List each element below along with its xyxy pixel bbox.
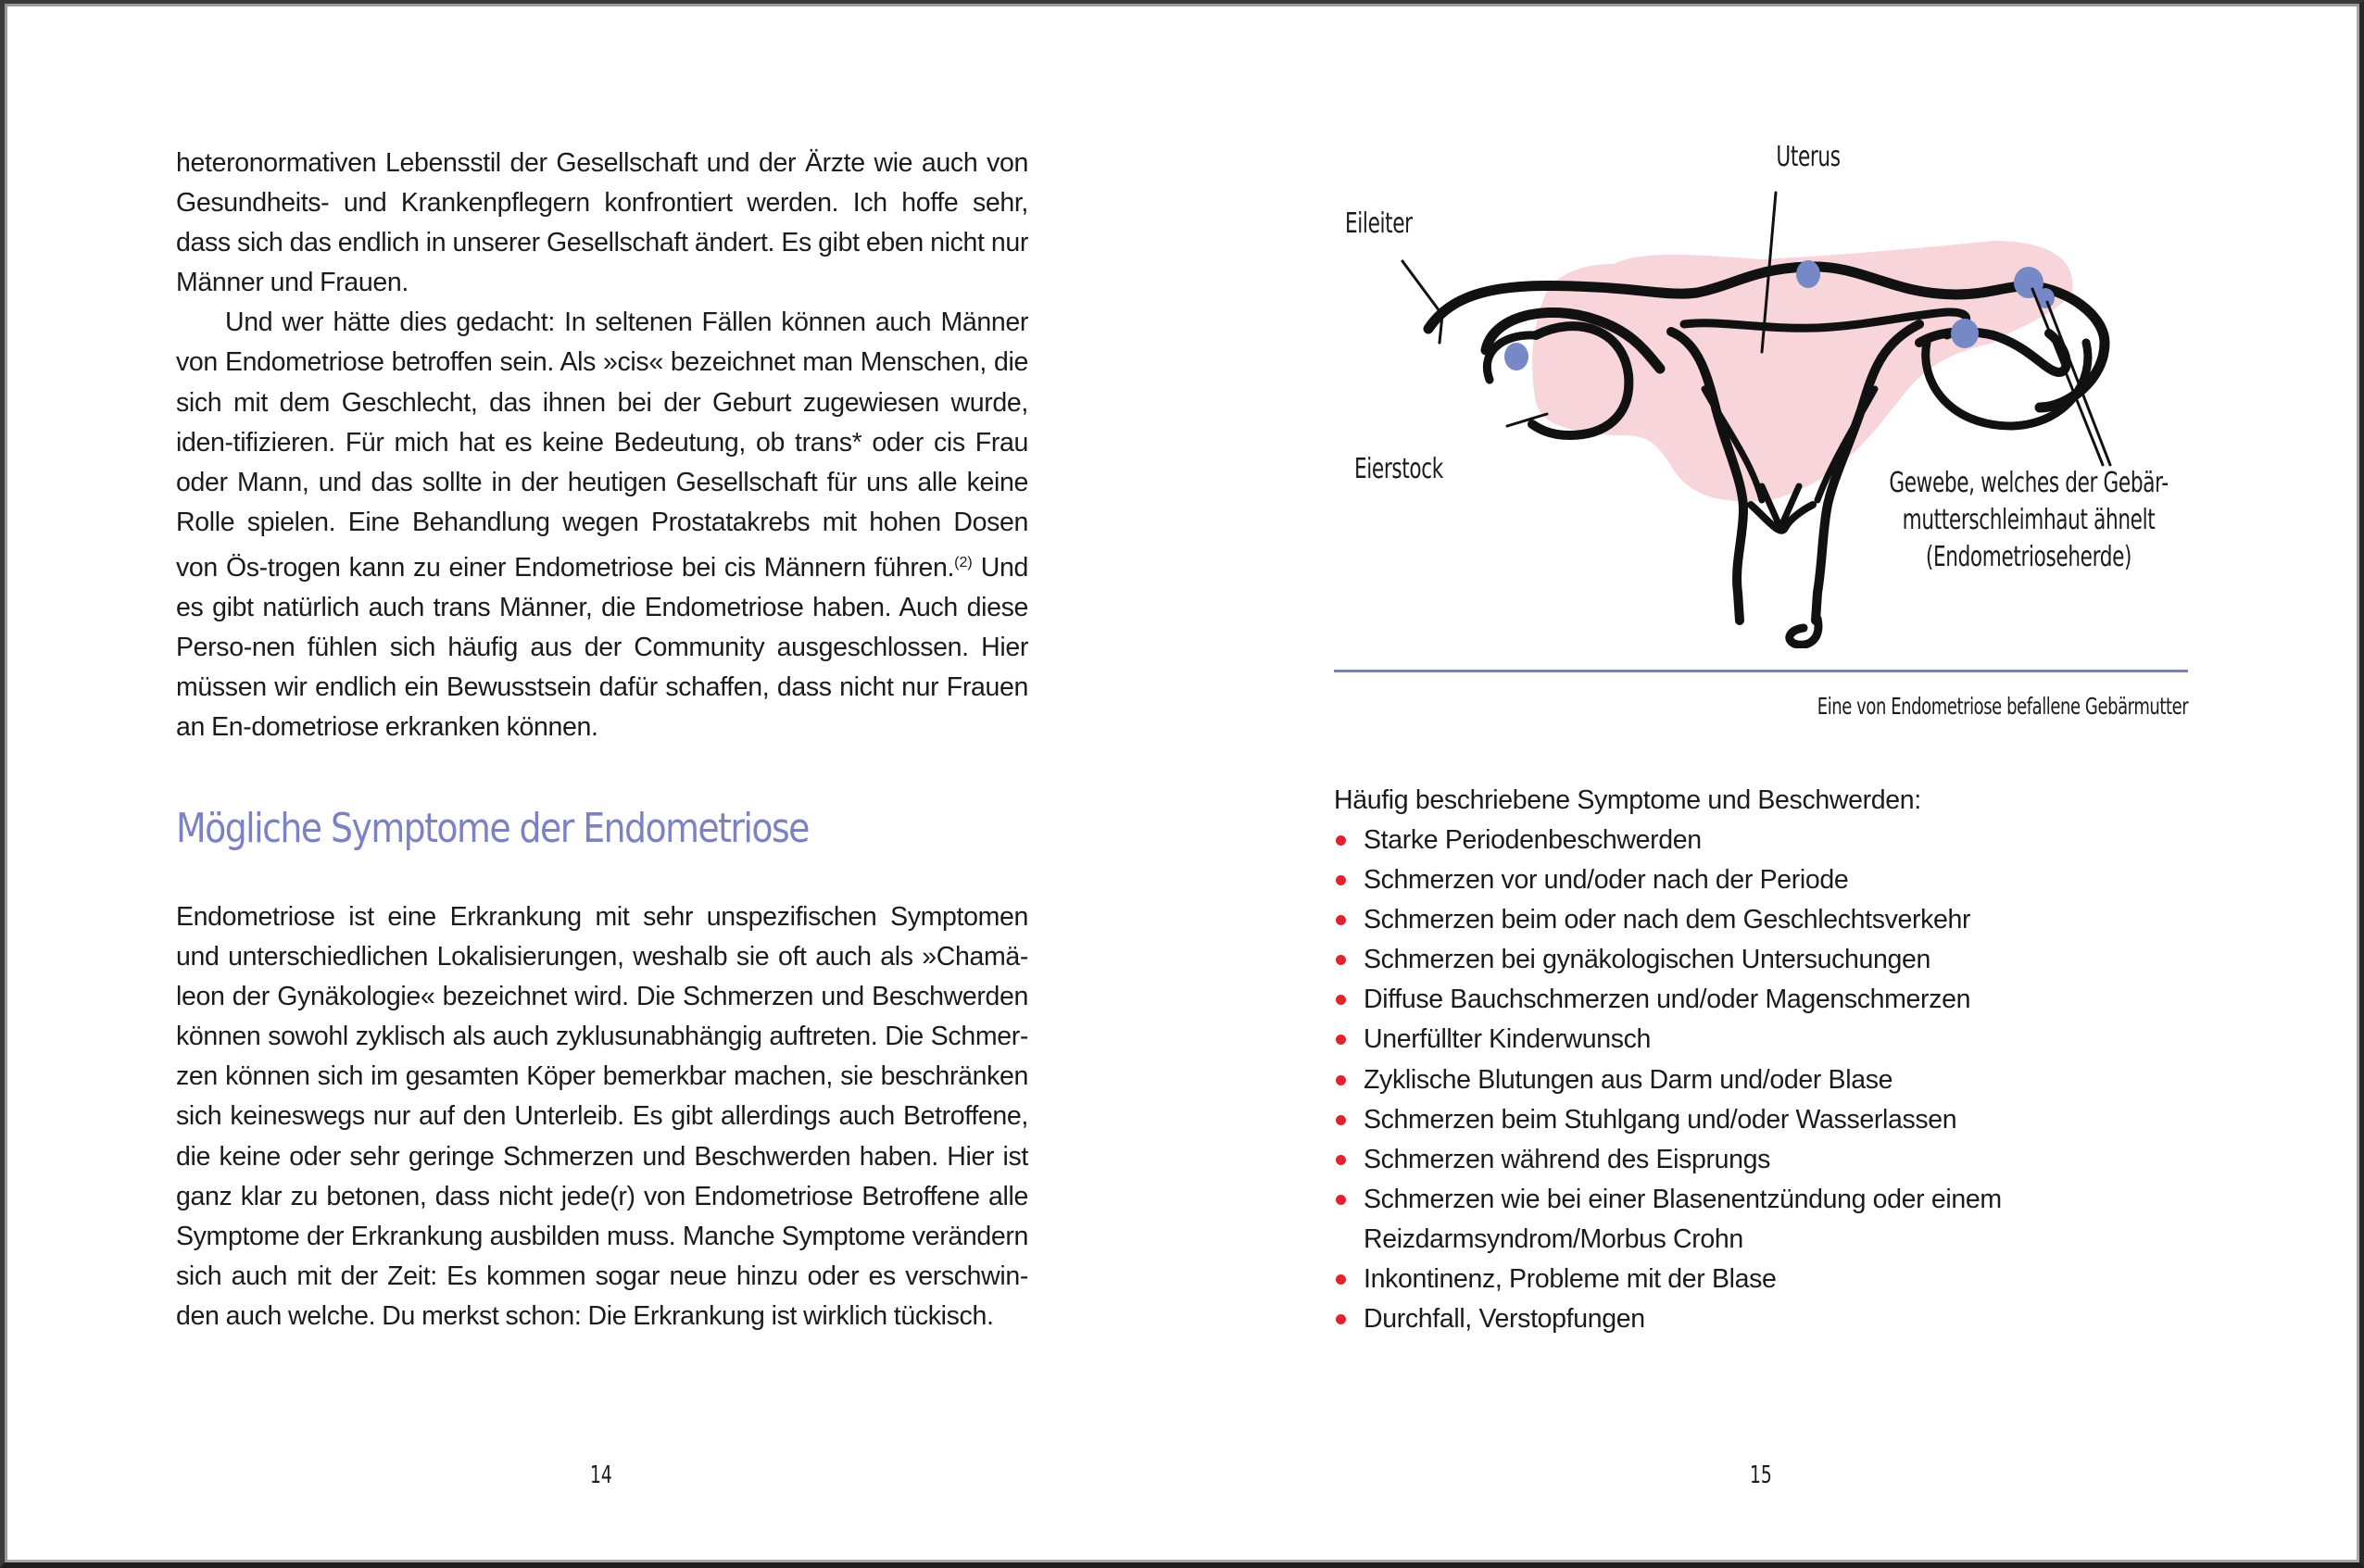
symptom-item: Schmerzen bei gynäkologischen Untersuchungen — [1334, 940, 2002, 980]
symptom-item: Schmerzen beim oder nach dem Geschlechtsverkehr — [1334, 900, 2002, 940]
label-uterus: Uterus — [1776, 141, 1841, 173]
symptom-item: Durchfall, Verstopfungen — [1334, 1299, 2002, 1339]
label-gewebe-line-2: mutterschleimhaut ähnelt — [1902, 504, 2156, 536]
uterus-illustration — [1327, 130, 2188, 648]
page-number-left: 14 — [589, 1461, 612, 1489]
bullet-icon — [1336, 1115, 1346, 1125]
symptom-item: Starke Periodenbeschwerden — [1334, 821, 2002, 860]
bullet-icon — [1336, 1195, 1346, 1205]
symptom-item: Unerfüllter Kinderwunsch — [1334, 1020, 2002, 1060]
symptom-item-continuation: Reizdarmsyndrom/Morbus Crohn — [1364, 1223, 1743, 1254]
symptom-list — [1334, 821, 2002, 1339]
label-gewebe-line-1: Gewebe, welches der Gebär- — [1889, 467, 2169, 499]
paragraph-3: Endometriose ist eine Erkrankung mit sehr unspezifischen Symptomen und unterschiedlichen Lokalisierungen, weshalb sie oft auch als »Chamä-leon der Gynäkologie« bezeichnet wird. Die Schmerzen und Beschwerden können sowohl zyklisch als auch zyklusunabhängig auftreten. Die Schmer-zen können sich im gesamten Köper bemerkbar machen, sie beschränken sich keineswegs nur auf den Unterleib. Es gibt allerdings auch Betroffene, die keine oder sehr geringe Schmerzen und Beschwerden haben. Hier ist ganz klar zu betonen, dass nicht jede(r) von Endometriose Betroffene alle Symptome der Erkrankung ausbilden muss. Manche Symptome verändern sich auch mit der Zeit: Es kommen sogar neue hinzu oder es verschwin-den auch welche. Du merkst schon: Die Erkrankung ist wirklich tückisch. — [176, 902, 1028, 1331]
bullet-icon — [1336, 1075, 1346, 1085]
symptom-item: Zyklische Blutungen aus Darm und/oder Blase — [1334, 1060, 2002, 1100]
bullet-icon — [1336, 995, 1346, 1005]
paragraph-2-text: Und wer hätte dies gedacht: In seltenen Fällen können auch Männer von Endometriose betroffen sein. Als »cis« bezeichnet man Menschen, die sich mit dem Geschlecht, das ihnen bei der Geburt zugewiesen wurde, iden-tifizieren. Für mich hat es keine Bedeutung, ob trans* oder cis Frau oder Mann, und das sollte in der heutigen Gesellschaft für uns alle keine Rolle spielen. Eine Behandlung wegen Prostatakrebs mit hohen Dosen von Ös-trogen kann zu einer Endometriose bei cis Männern führen. — [176, 307, 1028, 583]
body-text-top — [176, 144, 1028, 747]
bullet-icon — [1336, 915, 1346, 925]
page-number-right: 15 — [1749, 1461, 1772, 1489]
paragraph-2-continued: Und es gibt natürlich auch trans Männer, die Endometriose haben. Auch diese Perso-nen fühlen sich häufig aus der Community ausgeschlossen. Hier müssen wir endlich ein Bewusstsein dafür schaffen, dass nicht nur Frauen an En-dometriose erkranken können. — [176, 552, 1028, 743]
caption-divider — [1334, 670, 2188, 672]
symptom-item: Schmerzen beim Stuhlgang und/oder Wasserlassen — [1334, 1100, 2002, 1140]
bullet-icon — [1336, 835, 1346, 846]
footnote-reference[interactable]: (2) — [954, 554, 973, 571]
symptom-item: Schmerzen vor und/oder nach der Periode — [1334, 860, 2002, 900]
figure-caption: Eine von Endometriose befallene Gebärmutter — [1817, 693, 2188, 720]
bullet-icon — [1336, 1274, 1346, 1285]
label-gewebe-line-3: (Endometrioseherde) — [1925, 541, 2132, 573]
symptom-list-intro: Häufig beschriebene Symptome und Beschwerden: — [1334, 785, 1921, 815]
symptom-item: Schmerzen wie bei einer Blasenentzündung oder einem — [1334, 1180, 2002, 1220]
paragraph-2 — [176, 303, 1028, 747]
bullet-icon — [1336, 1035, 1346, 1045]
bullet-icon — [1336, 955, 1346, 965]
bullet-icon — [1336, 1314, 1346, 1324]
symptom-item: Diffuse Bauchschmerzen und/oder Magenschmerzen — [1334, 980, 2002, 1020]
right-page — [1182, 0, 2364, 1568]
label-eierstock: Eierstock — [1354, 453, 1443, 485]
bullet-icon — [1336, 875, 1346, 885]
label-eileiter: Eileiter — [1345, 207, 1413, 240]
section-heading: Mögliche Symptome der Endometriose — [176, 805, 809, 852]
symptom-item: Schmerzen während des Eisprungs — [1334, 1140, 2002, 1180]
symptom-item: Inkontinenz, Probleme mit der Blase — [1334, 1260, 2002, 1299]
label-endometriosis-lesions — [1887, 465, 2171, 576]
bullet-icon — [1336, 1155, 1346, 1165]
paragraph-1: heteronormativen Lebensstil der Gesellschaft und der Ärzte wie auch von Gesundheits- und Krankenpflegern konfrontiert werden. Ich hoffe sehr, dass sich das endlich in unserer Gesellschaft ändert. Es gibt eben nicht nur Männer und Frauen. — [176, 148, 1028, 298]
body-text-bottom — [176, 897, 1028, 1336]
